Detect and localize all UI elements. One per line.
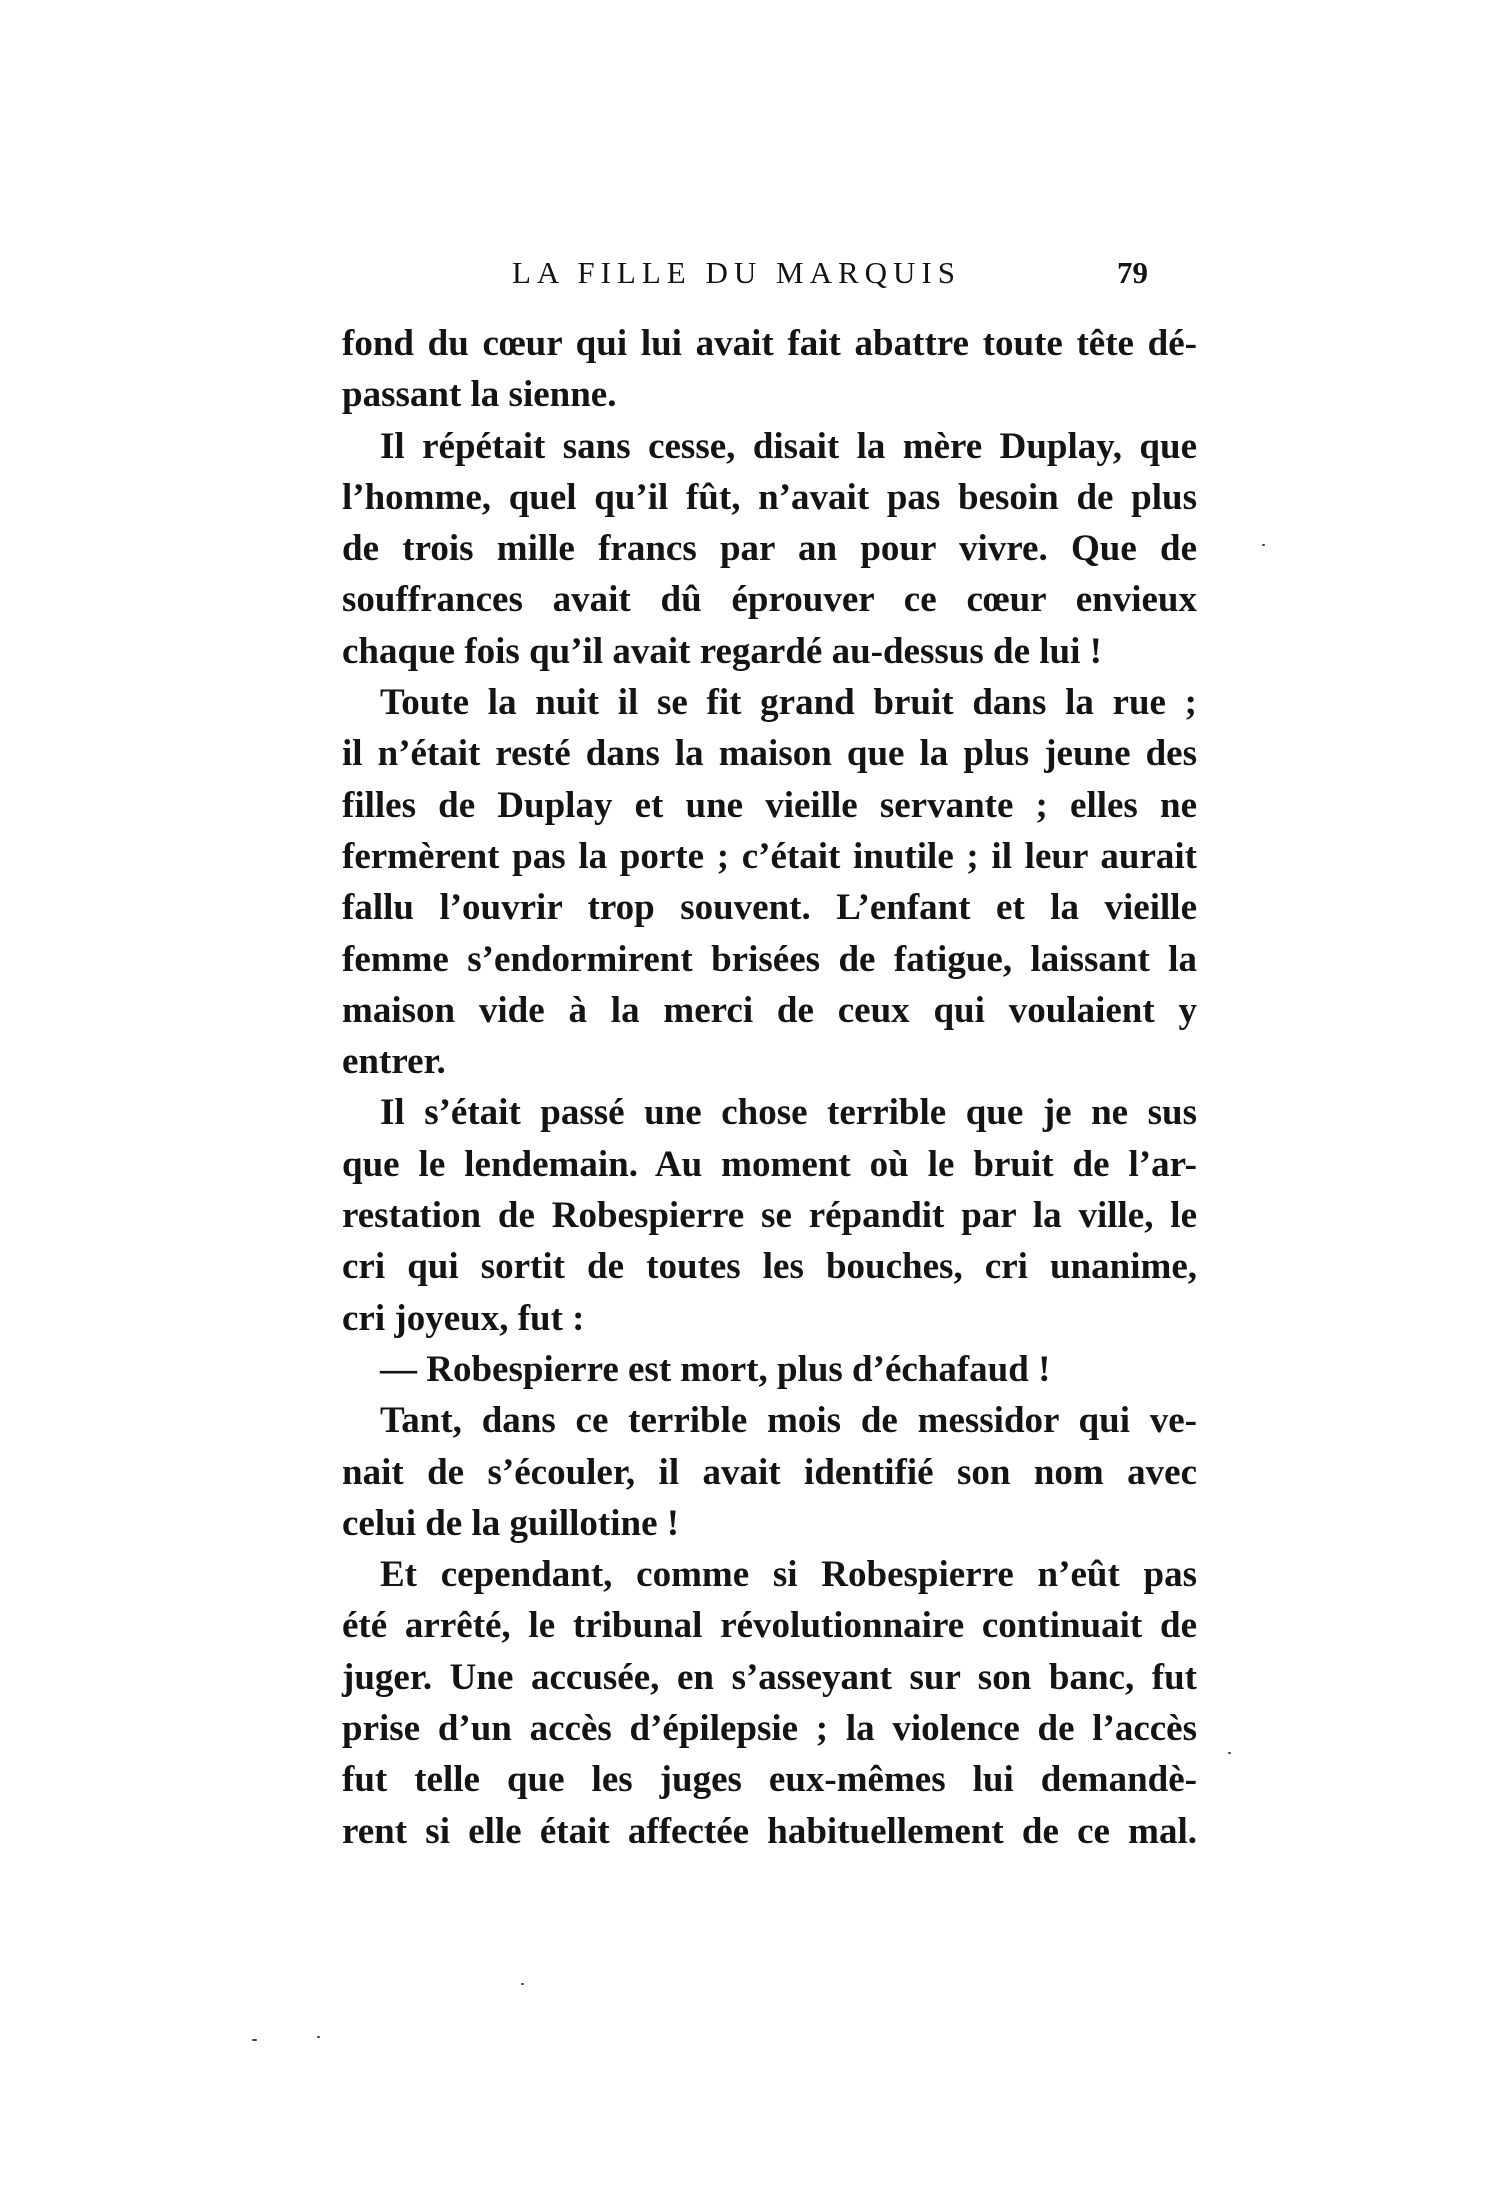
text-line: entrer.	[342, 1041, 446, 1083]
text-line: filles de Duplay et une vieille servante ; elles ne	[342, 784, 1197, 826]
text-line: Il répétait sans cesse, disait la mère Duplay, que	[380, 425, 1197, 467]
text-line: Il s’était passé une chose terrible que je ne sus	[380, 1092, 1197, 1134]
running-header	[512, 255, 1212, 295]
text-line: que le lendemain. Au moment où le bruit de l’ar-	[342, 1143, 1197, 1185]
text-line: cri joyeux, fut :	[342, 1297, 585, 1339]
text-line: Toute la nuit il se fit grand bruit dans la rue ;	[380, 682, 1197, 724]
text-line: passant la sienne.	[342, 374, 617, 416]
text-line: fermèrent pas la porte ; c’était inutile ; il leur aurait	[342, 835, 1197, 877]
text-line: nait de s’écouler, il avait identifié son nom avec	[342, 1451, 1197, 1493]
text-line: Et cependant, comme si Robespierre n’eût pas	[380, 1554, 1197, 1596]
text-line: de trois mille francs par an pour vivre. Que de	[342, 528, 1197, 570]
text-line: souffrances avait dû éprouver ce cœur envieux	[342, 579, 1197, 621]
scan-speck	[252, 2039, 257, 2041]
text-line: l’homme, quel qu’il fût, n’avait pas besoin de plus	[342, 476, 1197, 518]
text-line: fallu l’ouvrir trop souvent. L’enfant et la vieille	[342, 887, 1197, 929]
scan-speck	[1262, 544, 1265, 546]
text-line: chaque fois qu’il avait regardé au-dessus de lui !	[342, 630, 1102, 672]
text-line: femme s’endormirent brisées de fatigue, laissant la	[342, 938, 1197, 980]
scan-speck	[317, 2036, 320, 2038]
text-line: — Robespierre est mort, plus d’échafaud !	[380, 1348, 1051, 1390]
text-line: Tant, dans ce terrible mois de messidor qui ve-	[380, 1400, 1197, 1442]
text-line: rent si elle était affectée habituellement de ce mal.	[342, 1810, 1197, 1852]
text-line: il n’était resté dans la maison que la plus jeune des	[342, 733, 1197, 775]
text-line: restation de Robespierre se répandit par la ville, le	[342, 1195, 1197, 1237]
text-line: fond du cœur qui lui avait fait abattre toute tête dé-	[342, 323, 1197, 364]
scan-speck	[1228, 1752, 1231, 1754]
text-line: fut telle que les juges eux-mêmes lui demandè-	[342, 1759, 1197, 1801]
text-line: cri qui sortit de toutes les bouches, cri unanime,	[342, 1246, 1197, 1288]
page-number: 79	[1117, 255, 1148, 290]
text-line: été arrêté, le tribunal révolutionnaire continuait de	[342, 1605, 1197, 1647]
text-line: celui de la guillotine !	[342, 1502, 680, 1544]
text-line: maison vide à la merci de ceux qui voulaient y	[342, 989, 1197, 1031]
body-text	[342, 318, 1197, 1857]
text-line: juger. Une accusée, en s’asseyant sur son banc, fut	[342, 1656, 1197, 1698]
running-title: LA FILLE DU MARQUIS	[512, 255, 961, 290]
scan-speck	[521, 1983, 524, 1985]
text-line: prise d’un accès d’épilepsie ; la violence de l’accès	[342, 1708, 1197, 1750]
